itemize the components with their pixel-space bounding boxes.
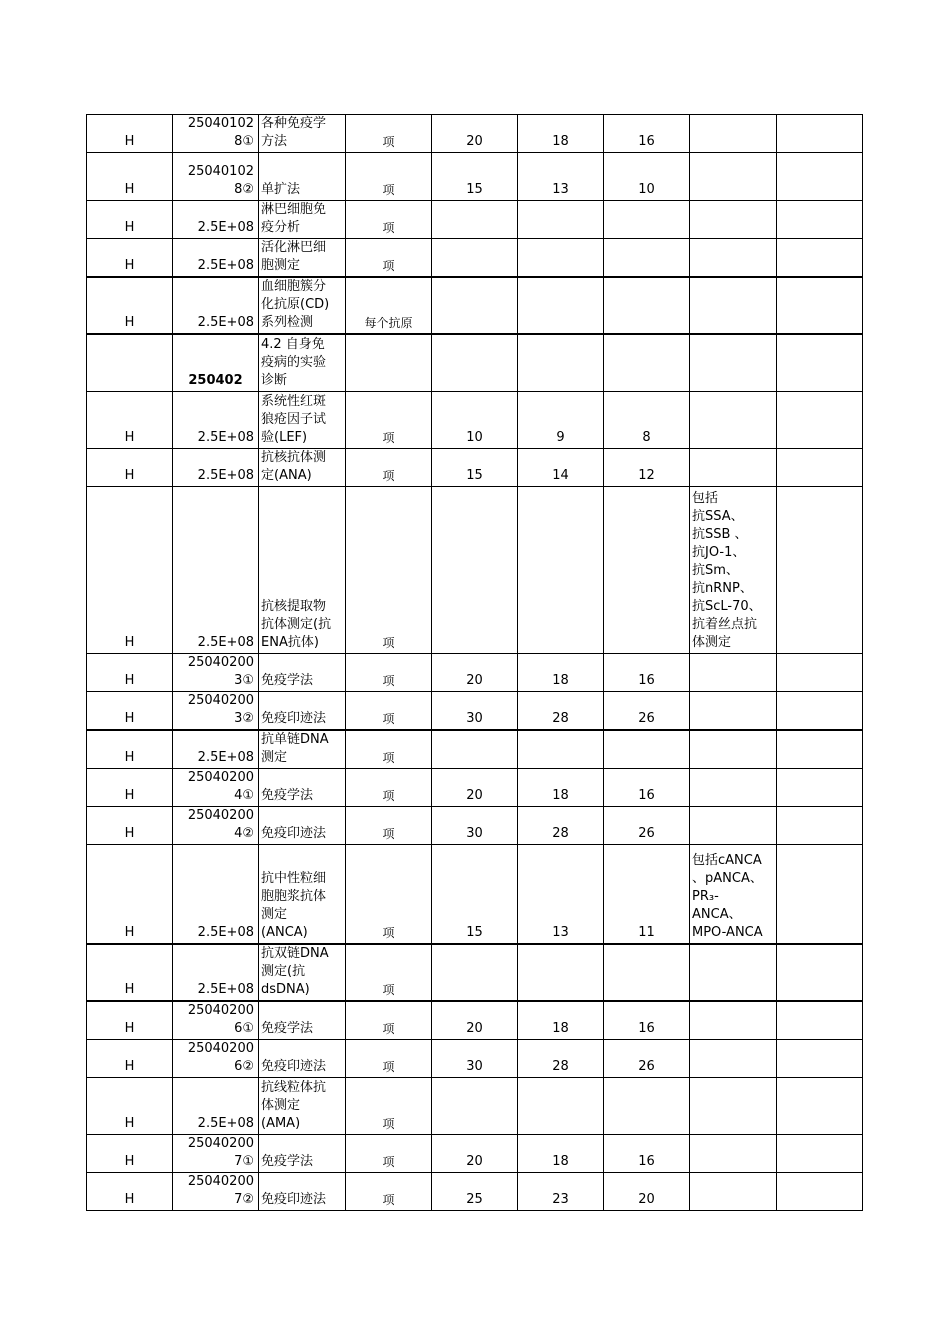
- table-row: [87, 239, 863, 278]
- unit-cell: 每个抗原: [346, 277, 432, 334]
- price-tier1-cell: 30: [432, 1039, 518, 1077]
- category-cell: H: [87, 115, 173, 153]
- unit-cell: 项: [346, 730, 432, 769]
- note-cell: [690, 334, 777, 391]
- price-tier3-cell: [604, 334, 690, 391]
- unit-cell: 项: [346, 1077, 432, 1134]
- table-row: [87, 807, 863, 845]
- price-tier2-cell: [518, 730, 604, 769]
- item-name-cell: 免疫印迹法: [259, 1172, 346, 1210]
- table-row: [87, 277, 863, 334]
- item-name-cell: 4.2 自身免 疫病的实验 诊断: [259, 334, 346, 391]
- table-row: [87, 845, 863, 944]
- item-name-cell: 抗核提取物 抗体测定(抗 ENA抗体): [259, 486, 346, 653]
- price-tier3-cell: 8: [604, 391, 690, 448]
- table-row: [87, 153, 863, 201]
- item-name-cell: 免疫学法: [259, 769, 346, 807]
- remark-cell: [777, 277, 863, 334]
- remark-cell: [777, 730, 863, 769]
- remark-cell: [777, 153, 863, 201]
- code-cell: 25040200 4①: [173, 769, 259, 807]
- item-name-cell: 抗单链DNA 测定: [259, 730, 346, 769]
- price-tier3-cell: [604, 201, 690, 239]
- price-tier2-cell: [518, 277, 604, 334]
- table-row: [87, 486, 863, 653]
- unit-cell: 项: [346, 239, 432, 278]
- price-tier2-cell: 18: [518, 769, 604, 807]
- table-row: [87, 1134, 863, 1172]
- category-cell: H: [87, 691, 173, 730]
- fee-table: [86, 114, 863, 1211]
- price-tier1-cell: 20: [432, 1001, 518, 1040]
- unit-cell: 项: [346, 845, 432, 944]
- item-name-cell: 免疫印迹法: [259, 691, 346, 730]
- price-tier2-cell: 28: [518, 691, 604, 730]
- price-tier3-cell: [604, 730, 690, 769]
- code-cell: 25040102 8②: [173, 153, 259, 201]
- remark-cell: [777, 448, 863, 486]
- remark-cell: [777, 115, 863, 153]
- table-row: [87, 944, 863, 1001]
- price-tier1-cell: [432, 486, 518, 653]
- price-tier1-cell: 20: [432, 1134, 518, 1172]
- price-tier1-cell: 25: [432, 1172, 518, 1210]
- unit-cell: 项: [346, 691, 432, 730]
- price-tier3-cell: [604, 944, 690, 1001]
- code-cell: 2.5E+08: [173, 845, 259, 944]
- table-row: [87, 334, 863, 391]
- note-cell: [690, 807, 777, 845]
- price-tier3-cell: [604, 277, 690, 334]
- table-row: [87, 1077, 863, 1134]
- price-tier1-cell: [432, 334, 518, 391]
- item-name-cell: 免疫学法: [259, 1134, 346, 1172]
- category-cell: H: [87, 486, 173, 653]
- price-tier2-cell: 9: [518, 391, 604, 448]
- price-tier1-cell: [432, 239, 518, 278]
- item-name-cell: 抗中性粒细 胞胞浆抗体 测定 (ANCA): [259, 845, 346, 944]
- code-cell: 2.5E+08: [173, 448, 259, 486]
- price-tier2-cell: 18: [518, 1001, 604, 1040]
- item-name-cell: 单扩法: [259, 153, 346, 201]
- price-tier1-cell: 20: [432, 653, 518, 691]
- remark-cell: [777, 201, 863, 239]
- price-tier2-cell: [518, 944, 604, 1001]
- price-tier1-cell: [432, 944, 518, 1001]
- category-cell: H: [87, 448, 173, 486]
- note-cell: [690, 1077, 777, 1134]
- note-cell: [690, 944, 777, 1001]
- item-name-cell: 淋巴细胞免 疫分析: [259, 201, 346, 239]
- note-cell: 包括 抗SSA、 抗SSB 、 抗JO-1、 抗Sm、 抗nRNP、 抗ScL-70、 抗着丝点抗 体测定: [690, 486, 777, 653]
- code-cell: 2.5E+08: [173, 277, 259, 334]
- table-body: [87, 115, 863, 1211]
- price-tier3-cell: 26: [604, 691, 690, 730]
- table-row: [87, 769, 863, 807]
- category-cell: H: [87, 1039, 173, 1077]
- price-tier2-cell: 13: [518, 845, 604, 944]
- note-cell: [690, 1172, 777, 1210]
- remark-cell: [777, 1134, 863, 1172]
- price-tier2-cell: 18: [518, 653, 604, 691]
- table-row: [87, 115, 863, 153]
- unit-cell: [346, 334, 432, 391]
- unit-cell: 项: [346, 153, 432, 201]
- price-tier3-cell: 16: [604, 1134, 690, 1172]
- price-tier1-cell: 15: [432, 845, 518, 944]
- category-cell: H: [87, 391, 173, 448]
- price-tier2-cell: 18: [518, 1134, 604, 1172]
- unit-cell: 项: [346, 1039, 432, 1077]
- code-cell: 2.5E+08: [173, 391, 259, 448]
- item-name-cell: 活化淋巴细 胞测定: [259, 239, 346, 278]
- category-cell: H: [87, 1001, 173, 1040]
- note-cell: [690, 730, 777, 769]
- code-cell: 2.5E+08: [173, 239, 259, 278]
- category-cell: H: [87, 153, 173, 201]
- price-tier1-cell: 30: [432, 691, 518, 730]
- price-tier3-cell: 26: [604, 807, 690, 845]
- note-cell: [690, 239, 777, 278]
- category-cell: H: [87, 730, 173, 769]
- note-cell: [690, 691, 777, 730]
- price-tier1-cell: [432, 730, 518, 769]
- price-tier3-cell: 20: [604, 1172, 690, 1210]
- code-cell: 25040200 6①: [173, 1001, 259, 1040]
- code-cell: 25040102 8①: [173, 115, 259, 153]
- note-cell: [690, 201, 777, 239]
- remark-cell: [777, 944, 863, 1001]
- unit-cell: 项: [346, 653, 432, 691]
- category-cell: H: [87, 1077, 173, 1134]
- unit-cell: 项: [346, 448, 432, 486]
- price-tier2-cell: 28: [518, 807, 604, 845]
- price-tier1-cell: [432, 1077, 518, 1134]
- price-tier1-cell: [432, 201, 518, 239]
- price-tier1-cell: 30: [432, 807, 518, 845]
- price-tier2-cell: [518, 334, 604, 391]
- item-name-cell: 抗双链DNA 测定(抗 dsDNA): [259, 944, 346, 1001]
- code-cell: 25040200 7①: [173, 1134, 259, 1172]
- item-name-cell: 系统性红斑 狼疮因子试 验(LEF): [259, 391, 346, 448]
- price-tier3-cell: [604, 1077, 690, 1134]
- price-tier1-cell: 15: [432, 448, 518, 486]
- note-cell: [690, 1001, 777, 1040]
- remark-cell: [777, 691, 863, 730]
- price-tier2-cell: 18: [518, 115, 604, 153]
- unit-cell: 项: [346, 944, 432, 1001]
- note-cell: [690, 653, 777, 691]
- price-tier2-cell: 23: [518, 1172, 604, 1210]
- category-cell: H: [87, 201, 173, 239]
- unit-cell: 项: [346, 1001, 432, 1040]
- remark-cell: [777, 334, 863, 391]
- code-cell: 25040200 3①: [173, 653, 259, 691]
- note-cell: [690, 769, 777, 807]
- remark-cell: [777, 239, 863, 278]
- remark-cell: [777, 486, 863, 653]
- remark-cell: [777, 769, 863, 807]
- item-name-cell: 各种免疫学 方法: [259, 115, 346, 153]
- note-cell: [690, 115, 777, 153]
- price-tier3-cell: 26: [604, 1039, 690, 1077]
- code-cell: 2.5E+08: [173, 1077, 259, 1134]
- item-name-cell: 免疫学法: [259, 653, 346, 691]
- price-tier1-cell: [432, 277, 518, 334]
- table-row: [87, 1001, 863, 1040]
- code-cell: 25040200 7②: [173, 1172, 259, 1210]
- table-row: [87, 448, 863, 486]
- unit-cell: 项: [346, 486, 432, 653]
- category-cell: H: [87, 653, 173, 691]
- unit-cell: 项: [346, 391, 432, 448]
- price-tier3-cell: 10: [604, 153, 690, 201]
- item-name-cell: 抗核抗体测 定(ANA): [259, 448, 346, 486]
- code-cell: 2.5E+08: [173, 201, 259, 239]
- item-name-cell: 免疫学法: [259, 1001, 346, 1040]
- note-cell: [690, 277, 777, 334]
- remark-cell: [777, 1001, 863, 1040]
- price-tier2-cell: 28: [518, 1039, 604, 1077]
- price-tier2-cell: [518, 486, 604, 653]
- unit-cell: 项: [346, 115, 432, 153]
- unit-cell: 项: [346, 769, 432, 807]
- remark-cell: [777, 807, 863, 845]
- remark-cell: [777, 391, 863, 448]
- price-tier1-cell: 20: [432, 115, 518, 153]
- note-cell: [690, 1039, 777, 1077]
- category-cell: H: [87, 807, 173, 845]
- unit-cell: 项: [346, 1172, 432, 1210]
- note-cell: [690, 391, 777, 448]
- code-cell: 2.5E+08: [173, 730, 259, 769]
- code-cell: 2.5E+08: [173, 944, 259, 1001]
- unit-cell: 项: [346, 1134, 432, 1172]
- item-name-cell: 免疫印迹法: [259, 1039, 346, 1077]
- unit-cell: 项: [346, 807, 432, 845]
- table-row: [87, 391, 863, 448]
- table-row: [87, 201, 863, 239]
- price-tier3-cell: 11: [604, 845, 690, 944]
- price-tier3-cell: 16: [604, 115, 690, 153]
- note-cell: [690, 1134, 777, 1172]
- category-cell: [87, 334, 173, 391]
- price-tier1-cell: 20: [432, 769, 518, 807]
- price-tier1-cell: 15: [432, 153, 518, 201]
- table-row: [87, 730, 863, 769]
- category-cell: H: [87, 1134, 173, 1172]
- note-cell: 包括cANCA 、pANCA、 PR₃- ANCA、 MPO-ANCA: [690, 845, 777, 944]
- item-name-cell: 血细胞簇分 化抗原(CD) 系列检测: [259, 277, 346, 334]
- table-row: [87, 653, 863, 691]
- remark-cell: [777, 1077, 863, 1134]
- price-tier2-cell: [518, 201, 604, 239]
- remark-cell: [777, 1172, 863, 1210]
- code-cell: 2.5E+08: [173, 486, 259, 653]
- note-cell: [690, 448, 777, 486]
- category-cell: H: [87, 1172, 173, 1210]
- category-cell: H: [87, 277, 173, 334]
- price-tier1-cell: 10: [432, 391, 518, 448]
- price-tier3-cell: [604, 486, 690, 653]
- price-tier3-cell: 16: [604, 769, 690, 807]
- code-cell: 25040200 6②: [173, 1039, 259, 1077]
- price-tier2-cell: 13: [518, 153, 604, 201]
- price-tier2-cell: 14: [518, 448, 604, 486]
- price-tier3-cell: 12: [604, 448, 690, 486]
- category-cell: H: [87, 769, 173, 807]
- note-cell: [690, 153, 777, 201]
- category-cell: H: [87, 845, 173, 944]
- table-row: [87, 1039, 863, 1077]
- category-cell: H: [87, 944, 173, 1001]
- price-tier3-cell: [604, 239, 690, 278]
- item-name-cell: 免疫印迹法: [259, 807, 346, 845]
- item-name-cell: 抗线粒体抗 体测定 (AMA): [259, 1077, 346, 1134]
- price-tier3-cell: 16: [604, 653, 690, 691]
- unit-cell: 项: [346, 201, 432, 239]
- table-row: [87, 1172, 863, 1210]
- code-cell: 25040200 3②: [173, 691, 259, 730]
- price-tier3-cell: 16: [604, 1001, 690, 1040]
- remark-cell: [777, 653, 863, 691]
- remark-cell: [777, 845, 863, 944]
- table-row: [87, 691, 863, 730]
- remark-cell: [777, 1039, 863, 1077]
- price-tier2-cell: [518, 1077, 604, 1134]
- code-cell: 250402: [173, 334, 259, 391]
- category-cell: H: [87, 239, 173, 278]
- code-cell: 25040200 4②: [173, 807, 259, 845]
- price-tier2-cell: [518, 239, 604, 278]
